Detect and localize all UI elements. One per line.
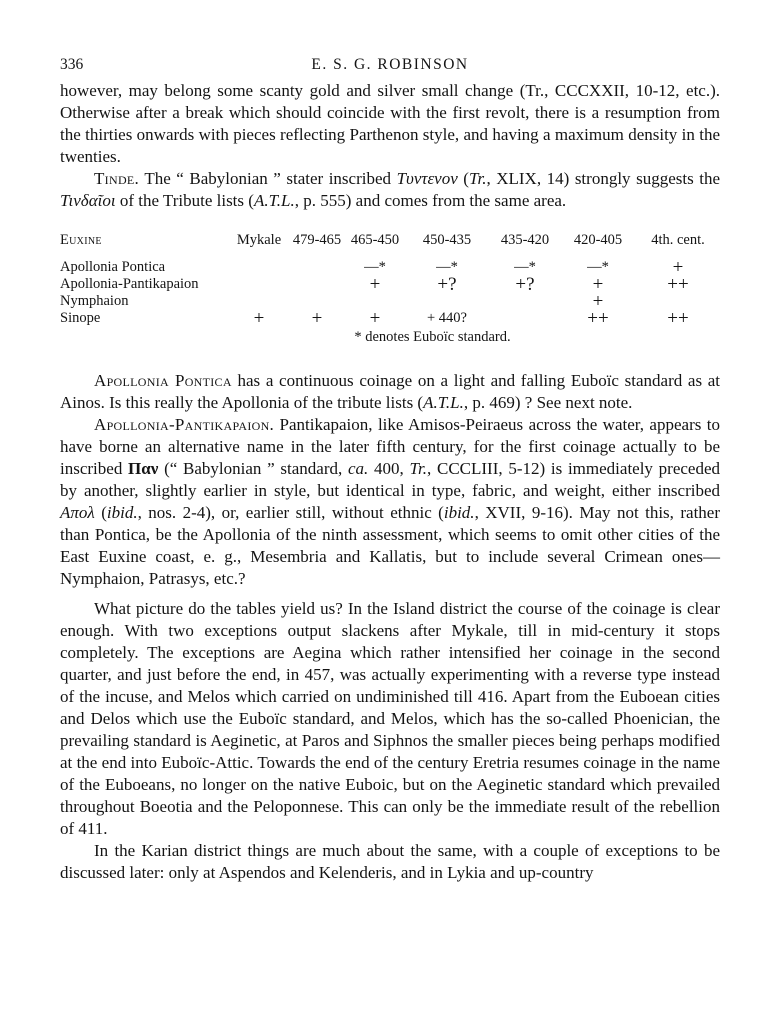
running-title: E. S. G. ROBINSON [311, 56, 469, 73]
reference: A.T.L. [253, 191, 295, 210]
text-run: The “ Babylonian ” stater inscribed [139, 169, 397, 188]
text-run: has a continuous coinage on a light and falling Euboïc standard as at Ainos. Is this really the Apollonia of the tribute lists ( [60, 371, 721, 412]
reference: Tr. [468, 169, 487, 188]
table-cell: + [369, 308, 381, 329]
city-name: Apollonia Pontica [60, 259, 166, 275]
table-cell [490, 310, 560, 327]
table-cell: +? [515, 274, 535, 295]
paragraph-apollonia-pantikapaion [60, 414, 720, 590]
reference: ibid. [106, 503, 138, 522]
apollonia-pontica-heading: Apollonia Pontica [94, 371, 232, 390]
greek-inscription: Απολ [60, 503, 95, 522]
text-run: , p. 469) ? See next note. [463, 393, 633, 412]
table-cell [230, 259, 288, 276]
page-header [60, 56, 720, 80]
period-header: 465-450 [350, 232, 400, 248]
page-number: 336 [60, 56, 84, 73]
greek-inscription: Τυντενον [396, 169, 458, 188]
city-name: Apollonia-Pantikapaion [60, 276, 199, 292]
reference: ibid. [443, 503, 475, 522]
paragraph-apollonia-pontica [60, 370, 720, 414]
greek-inscription: Παν [128, 459, 159, 478]
table-footnote: * denotes Euboïc standard. [354, 329, 511, 345]
table-cell [288, 276, 346, 293]
table-cell [490, 293, 560, 310]
table-cell: ++ [667, 274, 689, 295]
period-header: 450-435 [422, 232, 472, 248]
table-cell: —* [364, 259, 386, 275]
text-run: , nos. 2-4), or, earlier still, without ethnic ( [137, 503, 444, 522]
table-header-row [60, 232, 720, 259]
table-cell: —* [587, 259, 609, 275]
tinde-heading: Tinde. [94, 169, 140, 188]
greek-inscription: Τινδαῖοι [60, 191, 116, 210]
table-cell: ++ [587, 308, 609, 329]
table-cell: + [311, 308, 323, 329]
text-run: 400, [368, 459, 410, 478]
page [60, 56, 720, 884]
abbreviation: ca. [347, 459, 369, 478]
table-cell: —* [514, 259, 536, 275]
reference: A.T.L. [423, 393, 464, 412]
text-run: , p. 555) and comes from the same area. [294, 191, 567, 210]
city-name: Sinope [60, 310, 101, 326]
text-run: ( [457, 169, 469, 188]
table-cell: ++ [667, 308, 689, 329]
text-run: ( [94, 503, 107, 522]
table-cell: —* [436, 259, 458, 275]
table-cell: + [592, 291, 604, 312]
apollonia-pantikapaion-heading: Apollonia-Pantikapaion. [94, 415, 275, 434]
table-row [60, 293, 720, 310]
table-cell: +? [437, 274, 457, 295]
euxine-table [60, 232, 720, 327]
paragraph-tinde [60, 168, 720, 212]
paragraph-continuation: however, may belong some scanty gold and silver small change (Tr., CCCXXII, 10-12, etc.). Otherwise after a break which should coincide with the first revolt, there is a resumption from the thirties onwards with pieces reflecting Parthenon style, and having a maximum density in the twenties. [60, 81, 720, 166]
text-run: , CCCLIII, 5-12) is immediately preceded by another, slightly earlier in style, but identical in type, fabric, and weight, either inscribed [60, 459, 721, 500]
table-cell: + [253, 308, 265, 329]
table-row [60, 310, 720, 327]
reference: Tr. [409, 459, 427, 478]
table-cell: + [672, 257, 684, 278]
table-cell [230, 276, 288, 293]
paragraph-karian-district: In the Karian district things are much about the same, with a couple of exceptions to be discussed later: only at Aspendos and Kelenderis, and in Lykia and up-country [60, 841, 720, 882]
period-header: 420-405 [573, 232, 623, 248]
table-row [60, 276, 720, 293]
text-run: , XLIX, 14) strongly suggests the [486, 169, 720, 188]
text-run: of the Tribute lists ( [115, 191, 254, 210]
table-cell [288, 259, 346, 276]
text-run: (“ Babylonian ” standard, [158, 459, 348, 478]
table-cell [404, 293, 490, 310]
table-cell: + [369, 274, 381, 295]
table-row [60, 259, 720, 276]
region-header: Euxine [60, 232, 102, 248]
paragraph-island-district: What picture do the tables yield us? In the Island district the course of the coinage is clear enough. With two exceptions output slackens after Mykale, till in mid-century it stops completely. The exceptions are Aegina which rather intensified her coinage in the second quarter, and just before the end, in 457, was actually experimenting with a reverse type instead of the incuse, and Melos which carried on undiminished till 416. Apart from the Euboean cities and Delos which use the Euboïc standard, and Melos, which has the so-called Phoenician, the prevailing standard is Aeginetic, at Paros and Siphnos the smaller pieces being perhaps modified at the end into Euboïc-Attic. Towards the end of the century Eretria resumes coinage in the name of the Euboeans, no longer on the native Euboic, but on the Aeginetic standard which prevailed throughout Boeotia and the Peloponnese. This can only be the immediate result of the rebellion of 411. [60, 599, 720, 838]
period-header: 435-420 [500, 232, 550, 248]
city-name: Nymphaion [60, 293, 129, 309]
period-header: 4th. cent. [651, 232, 705, 248]
period-header: 479-465 [292, 232, 342, 248]
text-run: Pantikapaion, like Amisos-Peiraeus across the water, appears to have borne an alternative name in the later fifth century, for the first coinage actually to be inscribed [60, 415, 720, 478]
table-cell: + [592, 274, 604, 295]
table-cell: + 440? [427, 310, 467, 326]
text-run: , XVII, 9-16). May not this, rather than Pontica, be the Apollonia of the ninth assessment, which seems to omit other cities of the East Euxine coast, e. g., Mesembria and Kallatis, but to include several Crimean ones—Nymphaion, Patrasys, etc.? [60, 503, 720, 588]
period-header: Mykale [236, 232, 282, 248]
